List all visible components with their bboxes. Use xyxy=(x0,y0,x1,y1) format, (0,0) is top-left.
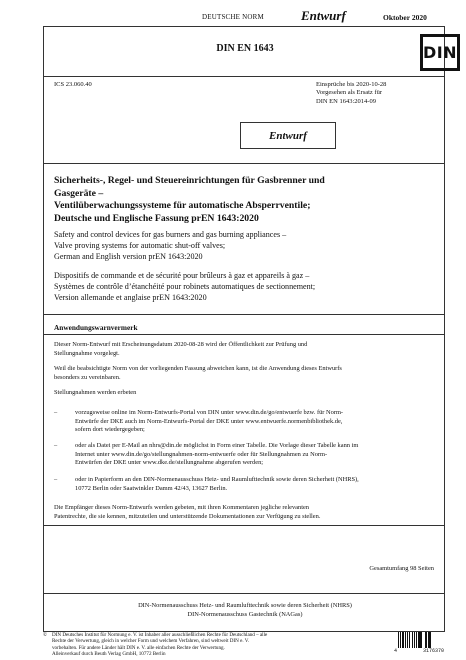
objection-deadline: Einsprüche bis 2020-10-28 xyxy=(316,81,387,88)
divider xyxy=(44,593,444,594)
draft-box: Entwurf xyxy=(240,122,336,149)
text-line: DIN Deutsches Institut für Normung e. V. ist Inhaber aller ausschließlichen Rechte für Deutschland – alle xyxy=(52,632,268,638)
list-item xyxy=(54,409,436,435)
text-line: Weil die beabsichtigte Norm von der vorliegenden Fassung abweichen kann, ist die Anwendung dieses Entwurfs xyxy=(54,365,342,372)
dash-bullet: – xyxy=(54,476,58,483)
copyright-notice xyxy=(52,632,382,658)
text-line: Stellungnahme vorgelegt. xyxy=(54,349,120,357)
warning-paragraph xyxy=(54,365,436,382)
text-line: Dieser Norm-Entwurf mit Erscheinungsdatum 2020-08-28 wird der Öffentlichkeit zur Prüfung und xyxy=(54,341,308,348)
text-line: sofern dort wiedergegeben; xyxy=(75,426,145,433)
text-line: 10772 Berlin oder Saatwinkler Damm 42/43, 13627 Berlin. xyxy=(75,484,228,492)
replacement-note: Vorgesehen als Ersatz für xyxy=(316,89,383,97)
title-german-line: Gasgeräte – xyxy=(54,187,104,199)
divider xyxy=(44,525,444,526)
comments-intro: Stellungnahmen werden erbeten xyxy=(54,389,137,396)
warning-paragraph xyxy=(54,341,436,358)
title-french-line: Systèmes de contrôle d’étanchéité pour robinets automatiques de sectionnement; xyxy=(54,282,316,291)
list-item xyxy=(54,442,436,468)
objection-info xyxy=(316,81,386,106)
barcode xyxy=(398,632,444,648)
barcode-digit: 3176370 xyxy=(422,648,444,654)
list-item xyxy=(54,476,436,493)
text-line: vorbehalten. Für andere Länder hält DIN e. V. alle einfachen Rechte der Verwertung. xyxy=(52,644,225,651)
text-line: Die Empfänger dieses Norm-Entwurfs werden gebeten, mit ihren Kommentaren jegliche relevanten xyxy=(54,504,309,511)
title-german xyxy=(54,175,434,225)
header-draft-label: Entwurf xyxy=(301,8,346,23)
title-french xyxy=(54,270,434,303)
title-german-line: Deutsche und Englische Fassung prEN 1643:2020 xyxy=(54,212,259,224)
divider xyxy=(44,76,444,77)
list-item-text xyxy=(75,409,436,435)
barcode-bar xyxy=(431,632,432,648)
text-line: besonders zu vereinbaren. xyxy=(54,373,121,381)
document-number: DIN EN 1643 xyxy=(216,43,274,54)
header-norm-label: DEUTSCHE NORM xyxy=(202,13,264,21)
text-line: oder als Datei per E-Mail an nhrs@din.de möglichst in Form einer Tabelle. Die Vorlage dieser Tabelle kann im xyxy=(75,442,359,449)
title-english-line: Safety and control devices for gas burners and gas burning appliances – xyxy=(54,230,287,239)
text-line: Patentrechte, die sie kennen, mitzuteilen und unterstützende Dokumentationen zur Verfügung zu stellen. xyxy=(54,512,321,520)
text-line: vorzugsweise online im Norm-Entwurfs-Portal von DIN unter www.din.de/go/entwuerfe bzw. für Norm- xyxy=(75,409,344,416)
text-line: Entwürfe der DKE auch im Norm-Entwurfs-Portal der DKE unter www.entwuerfe.normenbibliothek.de, xyxy=(75,417,343,425)
title-french-line: Version allemande et anglaise prEN 1643:2020 xyxy=(54,293,207,302)
text-line: Rechte der Verwertung, gleich in welcher Form und welchem Verfahren, sind weltweit DIN e. V. xyxy=(52,638,250,645)
header-date: Oktober 2020 xyxy=(383,13,427,22)
page-count: Gesamtumfang 98 Seiten xyxy=(369,565,434,572)
dash-bullet: – xyxy=(54,409,58,416)
barcode-number xyxy=(394,648,444,654)
committees xyxy=(44,602,446,619)
title-german-line: Sicherheits-, Regel- und Steuereinrichtungen für Gasbrenner und xyxy=(54,175,325,186)
text-line: Entwürfen der DKE unter www.dke.de/stellungnahme abgerufen werden; xyxy=(75,459,264,466)
copyright-symbol: © xyxy=(43,632,48,638)
divider xyxy=(44,334,444,335)
title-english-line: German and English version prEN 1643:2020 xyxy=(54,252,203,261)
patent-paragraph xyxy=(54,504,436,521)
text-line: oder in Papierform an den DIN-Normenausschuss Heiz- und Raumlufttechnik sowie deren Sicherheit (NHRS), xyxy=(75,476,359,483)
replaced-standard: DIN EN 1643:2014-09 xyxy=(316,97,376,105)
committee-name: DIN-Normenausschuss Heiz- und Raumlufttechnik sowie deren Sicherheit (NHRS) xyxy=(138,602,352,609)
list-item-text xyxy=(75,442,436,468)
title-page-frame xyxy=(43,26,458,632)
list-item-text xyxy=(75,476,436,493)
title-french-line: Dispositifs de commande et de sécurité pour brûleurs à gaz et appareils à gaz – xyxy=(54,271,310,280)
title-english xyxy=(54,229,434,262)
barcode-digit: 4 xyxy=(394,648,398,654)
text-line: Alleinverkauf durch Beuth Verlag GmbH, 10772 Berlin xyxy=(52,651,166,658)
dash-bullet: – xyxy=(54,442,58,449)
committee-name: DIN-Normenausschuss Gastechnik (NAGas) xyxy=(187,610,303,618)
divider xyxy=(44,163,444,164)
divider xyxy=(44,314,444,315)
warning-heading: Anwendungswarnvermerk xyxy=(54,323,138,332)
ics-code: ICS 23.060.40 xyxy=(54,81,92,88)
text-line: Internet unter www.din.de/go/stellungnahmen-norm-entwuerfe oder für Stellungnahmen zu Norm- xyxy=(75,450,328,458)
title-german-line: Ventilüberwachungssysteme für automatische Absperrventile; xyxy=(54,200,311,212)
title-english-line: Valve proving systems for automatic shut-off valves; xyxy=(54,241,226,250)
din-logo: DIN xyxy=(420,34,460,71)
